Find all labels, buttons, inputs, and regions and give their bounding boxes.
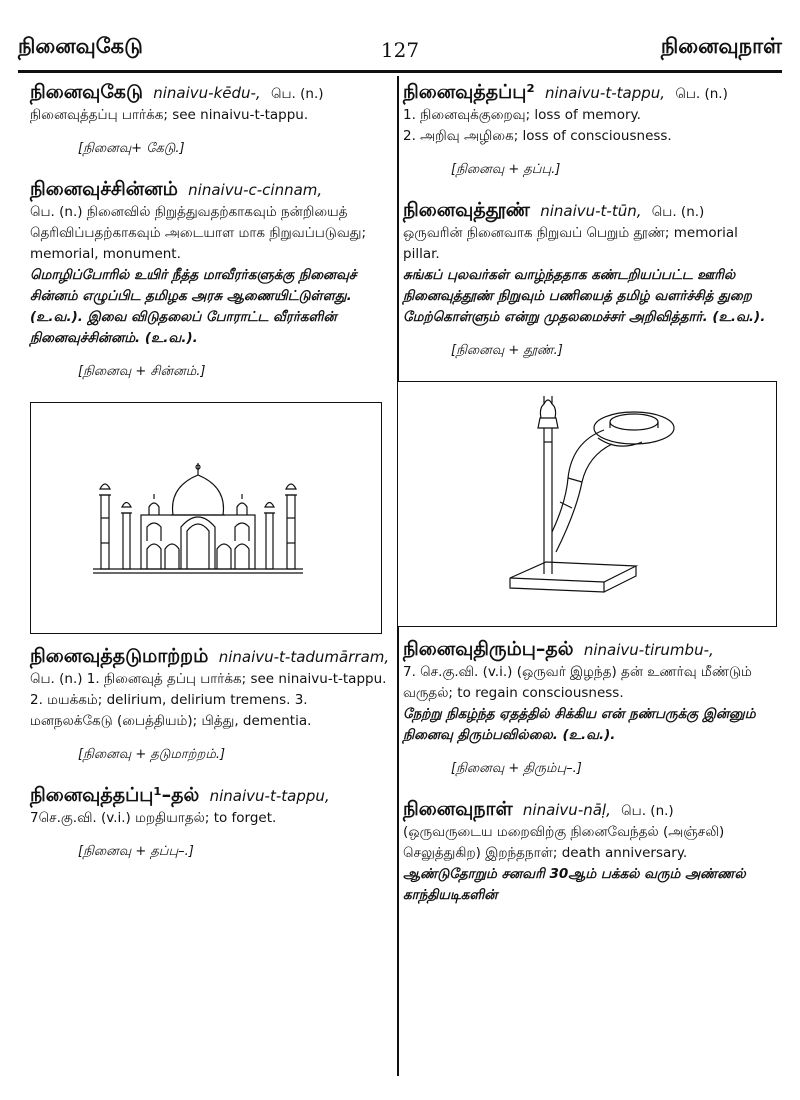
definition-1: 1. நினைவுக்குறைவு; loss of memory.	[403, 107, 641, 123]
etymology: [நினைவு + சின்னம்.]	[78, 364, 206, 379]
usage-example: மொழிப்போரில் உயிர் நீத்த மாவீரர்களுக்கு நினைவுச் சின்னம் எழுப்பிட தமிழக அரசு ஆணையிட்டுள்ளது.(உ.வ.). இவை விடுதலைப் போராட்ட வீரர்களின் நினைவுச்சின்னம். (உ.வ.).	[30, 267, 357, 346]
definition: பெ. (n.) 1. நினைவுத் தப்பு பார்க்க; see ninaivu-t-tappu. 2. மயக்கம்; delirium, delirium tremens. 3. மனநலக்கேடு (பைத்தியம்); பித்து, dementia.	[30, 671, 387, 729]
etymology: [நினைவு + தப்பு–.]	[78, 844, 194, 859]
header-rule	[18, 70, 782, 73]
part-of-speech: பெ. (n.)	[271, 86, 324, 102]
transliteration: ninaivu-t-tappu,	[209, 787, 330, 805]
transliteration: ninaivu-tirumbu-,	[583, 641, 714, 659]
headword: நினைவுத்தடுமாற்றம்	[30, 645, 209, 667]
transliteration: ninaivu-kēdu-,	[153, 84, 261, 102]
transliteration: ninaivu-t-tadumārram,	[218, 648, 390, 666]
page-number: 127	[380, 38, 420, 62]
entry-ninaivukedu	[30, 82, 390, 159]
guide-word-right: நினைவுநாள்	[660, 34, 782, 58]
transliteration: ninaivu-nāḷ,	[522, 801, 611, 819]
page-header	[18, 28, 782, 68]
entry-ninaivuttappu-2	[403, 82, 775, 180]
definition: 7செ.கு.வி. (v.i.) மறதியாதல்; to forget.	[30, 810, 277, 826]
definition: ஒருவரின் நினைவாக நிறுவப் பெறும் தூண்; memorial pillar.	[403, 225, 738, 262]
etymology: [நினைவு + தடுமாற்றம்.]	[78, 747, 226, 762]
part-of-speech: பெ. (n.)	[621, 803, 674, 819]
entry-ninaivuttappu-1	[30, 785, 390, 862]
headword: நினைவுநாள்	[403, 798, 513, 820]
pillar-illustration	[397, 381, 777, 627]
etymology: [நினைவு + தப்பு.]	[451, 162, 561, 177]
headword: நினைவுத்தப்பு²	[403, 81, 535, 103]
headword: நினைவுகேடு	[30, 81, 143, 103]
part-of-speech: பெ. (n.)	[651, 204, 705, 220]
definition: 7. செ.கு.வி. (v.i.) (ஒருவர் இழந்த) தன் உணர்வு மீண்டும் வருதல்; to regain consciousness.	[403, 664, 752, 701]
guide-word-left: நினைவுகேடு	[18, 34, 143, 58]
etymology: [நினைவு + திரும்பு–.]	[451, 761, 582, 776]
usage-example: ஆண்டுதோறும் சனவரி 30ஆம் பக்கல் வரும் அண்ணல் காந்தியடிகளின்	[403, 866, 746, 903]
definition-2: 2. அறிவு அழிகை; loss of consciousness.	[403, 128, 672, 144]
memorial-pillar-drawing	[398, 382, 776, 626]
entry-ninaivunal	[403, 799, 775, 906]
right-column	[403, 82, 775, 916]
entry-ninaivutirumbu	[403, 639, 775, 779]
entry-ninaivuttadumarram	[30, 646, 390, 765]
headword: நினைவுத்தப்பு¹–தல்	[30, 784, 200, 806]
entry-ninaivuttun	[403, 200, 775, 361]
entry-ninaivuccinnam	[30, 179, 390, 382]
headword: நினைவுத்தூண்	[403, 199, 530, 221]
definition: நினைவுத்தப்பு பார்க்க; see ninaivu-t-tappu.	[30, 107, 309, 123]
part-of-speech: பெ. (n.)	[675, 86, 728, 102]
definition: பெ. (n.) நினைவில் நிறுத்துவதற்காகவும் நன்றியைத் தெரிவிப்பதற்காகவும் அடையாள மாக நிறுவப்படுவது; memorial, monument.	[30, 204, 367, 262]
usage-example: சுங்கப் புலவர்கள் வாழ்ந்ததாக கண்டறியப்பட்ட ஊரில் நினைவுத்தூண் நிறுவும் பணியைத் தமிழ் வளர்ச்சித் துறை மேற்கொள்ளும் என்று முதலமைச்சர் அறிவித்தார். (உ.வ.).	[403, 267, 766, 325]
left-column	[30, 82, 390, 882]
definition: (ஒருவருடைய மறைவிற்கு நினைவேந்தல் (அஞ்சலி) செலுத்துகிற) இறந்தநாள்; death anniversary.	[403, 824, 725, 861]
transliteration: ninaivu-c-cinnam,	[188, 181, 323, 199]
transliteration: ninaivu-t-tappu,	[544, 84, 666, 102]
etymology: [நினைவு + தூண்.]	[451, 343, 563, 358]
usage-example: நேற்று நிகழ்ந்த ஏதத்தில் சிக்கிய என் நண்பருக்கு இன்னும் நினைவு திரும்பவில்லை. (உ.வ.).	[403, 706, 756, 743]
taj-mahal-drawing	[31, 403, 381, 633]
headword: நினைவுதிரும்பு–தல்	[403, 638, 574, 660]
etymology: [நினைவு+ கேடு.]	[78, 141, 185, 156]
headword: நினைவுச்சின்னம்	[30, 178, 178, 200]
transliteration: ninaivu-t-tūn,	[540, 202, 642, 220]
monument-illustration	[30, 402, 382, 634]
